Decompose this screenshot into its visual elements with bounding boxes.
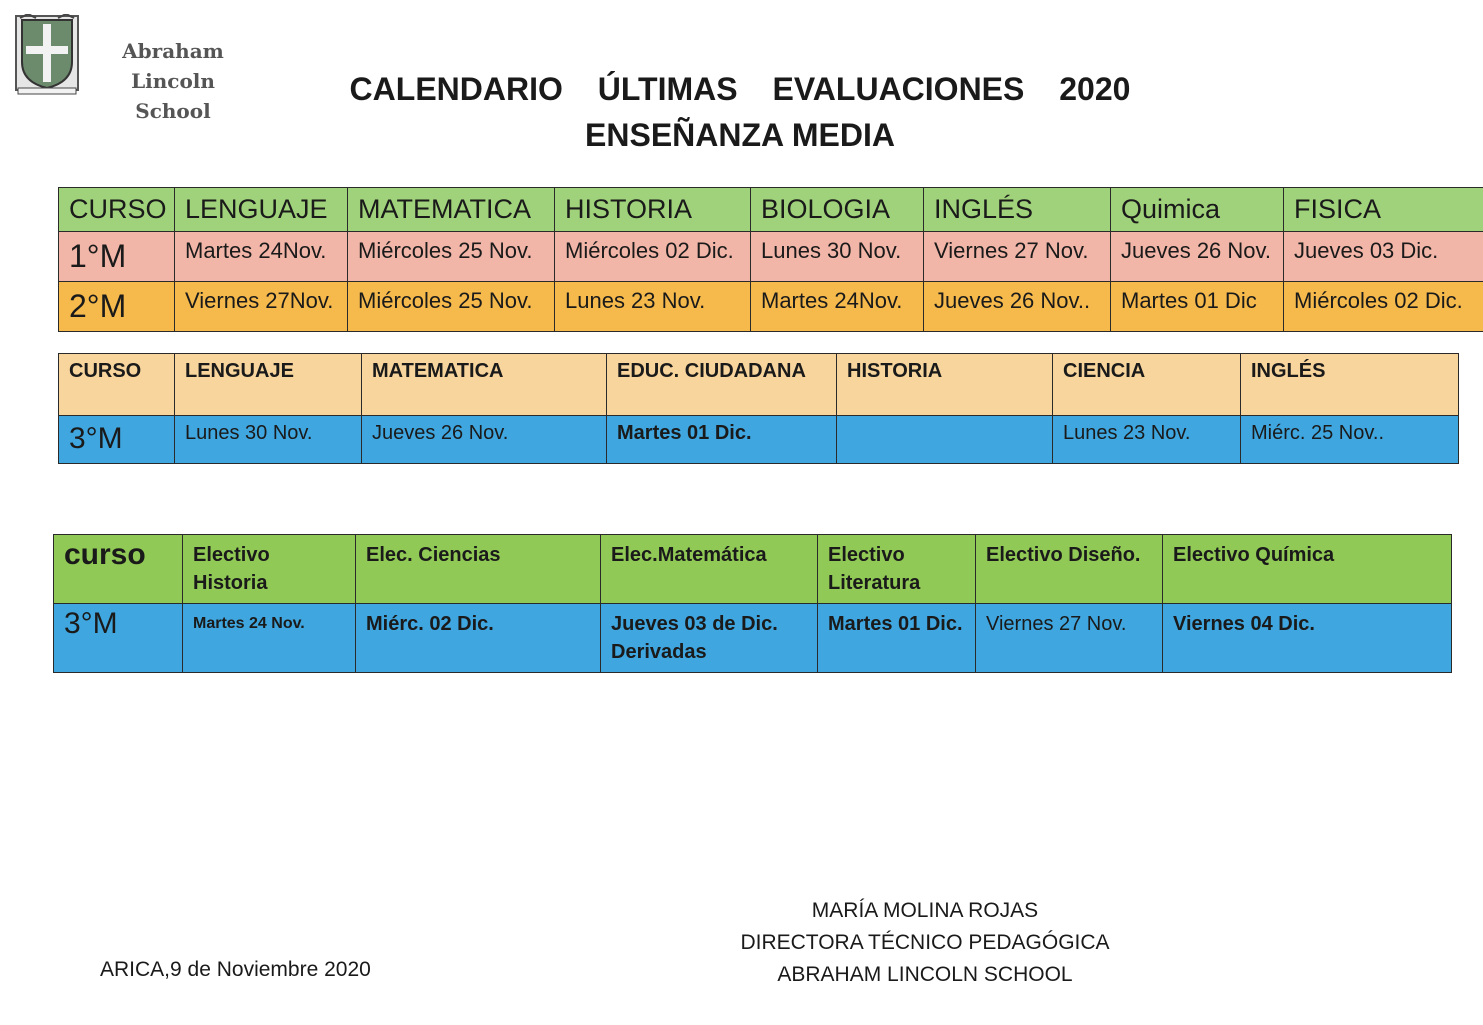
header-cell-electivo-diseno: Electivo Diseño. [976,535,1163,604]
table-header-row [54,535,1452,604]
school-name-line1: Abraham Lincoln [122,39,224,93]
title-word-2: ÚLTIMAS [597,71,738,107]
table-header-row [59,188,1483,232]
signature-organization: ABRAHAM LINCOLN SCHOOL [777,963,1073,986]
table-cell: Miércoles 25 Nov. [348,232,555,282]
header-cell-historia: HISTORIA [555,188,751,232]
table-cell: Lunes 30 Nov. [175,416,362,464]
title-word-4: 2020 [1059,71,1131,107]
table-cell: Martes 01 Dic. [607,416,837,464]
header-cell-lenguaje: LENGUAJE [175,354,362,416]
title-word-3: EVALUACIONES [772,71,1025,107]
table-cell: Viernes 27 Nov. [976,604,1163,673]
table-cell: Viernes 27Nov. [175,282,348,332]
header-cell-historia: HISTORIA [837,354,1053,416]
header-cell-matematica: MATEMATICA [362,354,607,416]
school-name [88,36,258,126]
course-cell: 3°M [59,416,175,464]
title-word-1: CALENDARIO [349,71,563,107]
signature-name: MARÍA MOLINA ROJAS [811,899,1039,922]
signature-block [700,895,1150,991]
table-cell: Viernes 27 Nov. [924,232,1111,282]
header-cell-electivo-quimica: Electivo Química [1163,535,1452,604]
table-cell: Jueves 03 Dic. [1284,232,1483,282]
header-cell-ingles: INGLÉS [1241,354,1459,416]
table-cell: Jueves 26 Nov.. [924,282,1111,332]
course-cell: 1°M [59,232,175,282]
header-cell-quimica: Quimica [1111,188,1284,232]
table-cell: Jueves 26 Nov. [1111,232,1284,282]
table-row [59,416,1459,464]
document-date: ARICA,9 de Noviembre 2020 [100,958,371,981]
header-cell-curso: curso [54,535,183,604]
table-cell: Miércoles 02 Dic. [1284,282,1483,332]
table-cell: Miércoles 25 Nov. [348,282,555,332]
school-crest-logo [14,14,80,96]
signature-role: DIRECTORA TÉCNICO PEDAGÓGICA [740,931,1110,954]
header-cell-elec-matematica: Elec.Matemática [601,535,818,604]
table-row [59,232,1483,282]
table-cell: Jueves 26 Nov. [362,416,607,464]
table-cell: Martes 24Nov. [175,232,348,282]
table-cell: Martes 24 Nov. [183,604,356,673]
table-header-row [59,354,1459,416]
table-cell: Miérc. 02 Dic. [356,604,601,673]
table-cell: Martes 01 Dic. [818,604,976,673]
table-cell: Lunes 23 Nov. [1053,416,1241,464]
schedule-table-3m-electivos [53,534,1452,673]
table-cell: Lunes 23 Nov. [555,282,751,332]
course-cell: 3°M [54,604,183,673]
table-cell: Lunes 30 Nov. [751,232,924,282]
header-cell-matematica: MATEMATICA [348,188,555,232]
page-subtitle: ENSEÑANZA MEDIA [585,117,895,153]
table-row [59,282,1483,332]
table-cell: Miércoles 02 Dic. [555,232,751,282]
table-cell: Viernes 04 Dic. [1163,604,1452,673]
page-title [290,66,1190,158]
header-cell-curso: CURSO [59,354,175,416]
school-name-line2: School [135,99,211,123]
table-cell: Jueves 03 de Dic. Derivadas [601,604,818,673]
header-cell-educ-ciudadana: EDUC. CIUDADANA [607,354,837,416]
table-cell: Miérc. 25 Nov.. [1241,416,1459,464]
schedule-table-3m [58,353,1459,464]
schedule-table-1m-2m [58,187,1483,332]
course-cell: 2°M [59,282,175,332]
table-cell [837,416,1053,464]
header-cell-lenguaje: LENGUAJE [175,188,348,232]
header-cell-elec-ciencias: Elec. Ciencias [356,535,601,604]
table-cell: Martes 01 Dic [1111,282,1284,332]
header-cell-electivo-literatura: Electivo Literatura [818,535,976,604]
table-cell: Martes 24Nov. [751,282,924,332]
header-cell-electivo-historia: Electivo Historia [183,535,356,604]
table-row [54,604,1452,673]
header-cell-ciencia: CIENCIA [1053,354,1241,416]
header-cell-ingles: INGLÉS [924,188,1111,232]
header-cell-curso: CURSO [59,188,175,232]
header-cell-fisica: FISICA [1284,188,1483,232]
header-cell-biologia: BIOLOGIA [751,188,924,232]
